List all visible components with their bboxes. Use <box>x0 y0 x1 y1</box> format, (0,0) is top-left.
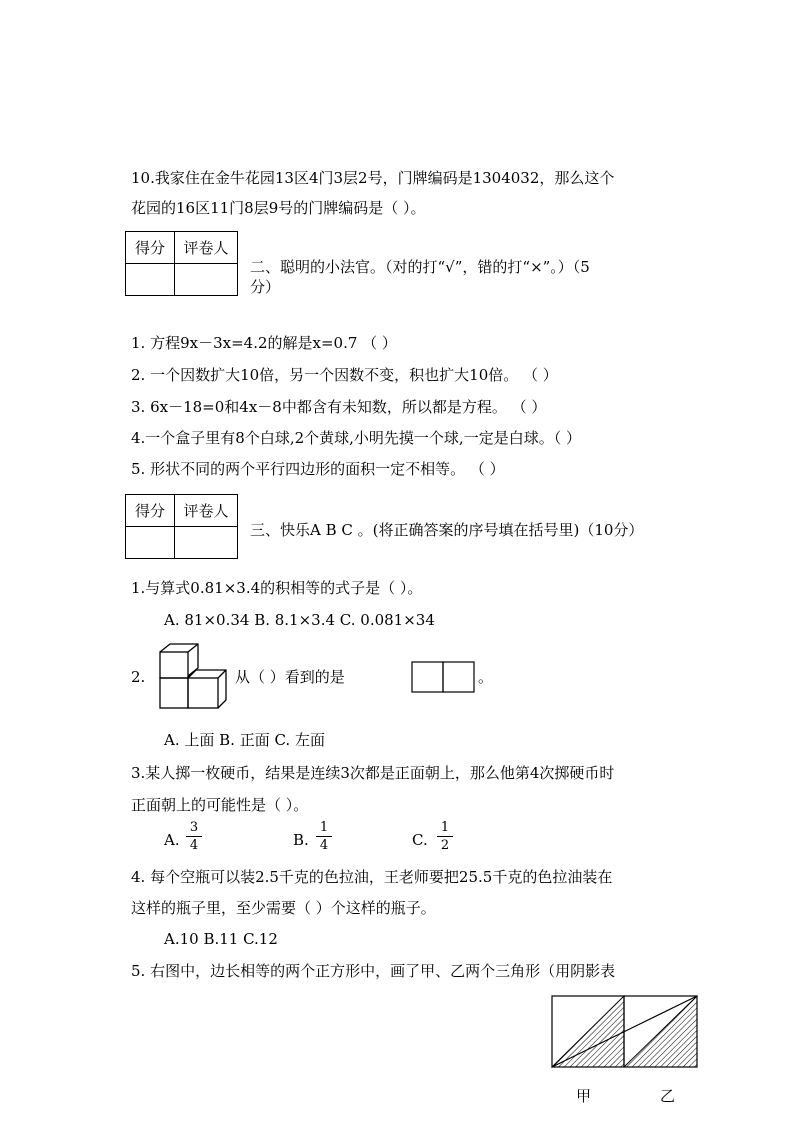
mc-q3-option-c-label: C. <box>412 831 428 849</box>
mc-q2-number: 2. <box>131 668 146 686</box>
mc-q4-options: A.10 B.11 C.12 <box>164 930 278 948</box>
mc-q2-end: 。 <box>478 668 494 686</box>
fraction-b-numerator: 1 <box>319 820 329 835</box>
shaded-triangles-figure <box>551 995 699 1069</box>
section2-heading: 二、聪明的小法官。（对的打“√”，错的打“×”。）（5 <box>250 258 590 276</box>
mc-q2-options: A. 上面 B. 正面 C. 左面 <box>164 731 325 749</box>
mc-q4-line-1: 4. 每个空瓶可以装2.5千克的色拉油，王老师要把25.5千克的色拉油装在 <box>131 868 613 886</box>
grader-cell[interactable] <box>175 527 238 559</box>
judge-item: 4.一个盒子里有8个白球,2个黄球,小明先摸一个球,一定是白球。（ ） <box>131 429 581 447</box>
grader-label: 评卷人 <box>175 232 238 264</box>
fraction-a-numerator: 3 <box>189 820 199 835</box>
mc-q5-line-1: 5. 右图中，边长相等的两个正方形中，画了甲、乙两个三角形（用阴影表 <box>131 962 616 980</box>
fraction-b-denominator: 4 <box>319 838 329 853</box>
mc-q3-line-1: 3.某人掷一枚硬币，结果是连续3次都是正面朝上，那么他第4次掷硬币时 <box>131 764 615 782</box>
mc-q1-options: A. 81×0.34 B. 8.1×3.4 C. 0.081×34 <box>164 611 435 629</box>
score-box <box>125 494 238 559</box>
mc-q3-option-a-label: A. <box>164 831 180 849</box>
grader-label: 评卷人 <box>175 495 238 527</box>
label-yi: 乙 <box>660 1087 676 1105</box>
triangle-yi <box>624 996 697 1067</box>
fraction-b-bar <box>316 836 332 837</box>
score-box <box>125 231 238 296</box>
view-rectangles-figure <box>411 661 475 693</box>
mc-q1-stem: 1.与算式0.81×3.4的积相等的式子是（ ）。 <box>131 579 423 597</box>
mc-q4-line-2: 这样的瓶子里，至少需要（ ）个这样的瓶子。 <box>131 899 436 917</box>
fraction-a-bar <box>186 836 202 837</box>
score-label: 得分 <box>126 495 175 527</box>
fraction-a-denominator: 4 <box>189 838 199 853</box>
judge-item: 5. 形状不同的两个平行四边形的面积一定不相等。 （ ） <box>131 460 505 478</box>
mc-q2-prompt: 从（ ）看到的是 <box>235 668 345 686</box>
mc-q3-line-2: 正面朝上的可能性是（ ）。 <box>131 796 309 814</box>
fraction-c <box>437 820 453 853</box>
q10-line-2: 花园的16区11门8层9号的门牌编码是（ ）。 <box>131 199 426 217</box>
triangle-jia <box>552 996 624 1067</box>
fraction-b <box>316 820 332 853</box>
mc-q3-option-b-label: B. <box>293 831 309 849</box>
fraction-c-bar <box>437 836 453 837</box>
section2-heading-cont: 分） <box>250 278 281 296</box>
cube-stack-figure <box>158 642 230 710</box>
score-cell[interactable] <box>126 264 175 296</box>
score-cell[interactable] <box>126 527 175 559</box>
fraction-c-denominator: 2 <box>440 838 450 853</box>
fraction-a <box>186 820 202 853</box>
score-label: 得分 <box>126 232 175 264</box>
q10-line-1: 10.我家住在金牛花园13区4门3层2号，门牌编码是1304032，那么这个 <box>131 169 615 187</box>
section3-heading: 三、快乐A B C 。(将正确答案的序号填在括号里)（10分） <box>250 521 644 539</box>
fraction-c-numerator: 1 <box>440 820 450 835</box>
grader-cell[interactable] <box>175 264 238 296</box>
judge-item: 1. 方程9x－3x=4.2的解是x=0.7 （ ） <box>131 334 397 352</box>
judge-item: 2. 一个因数扩大10倍，另一个因数不变，积也扩大10倍。 （ ） <box>131 366 558 384</box>
label-jia: 甲 <box>576 1087 592 1105</box>
judge-item: 3. 6x－18=0和4x－8中都含有未知数，所以都是方程。 （ ） <box>131 398 547 416</box>
